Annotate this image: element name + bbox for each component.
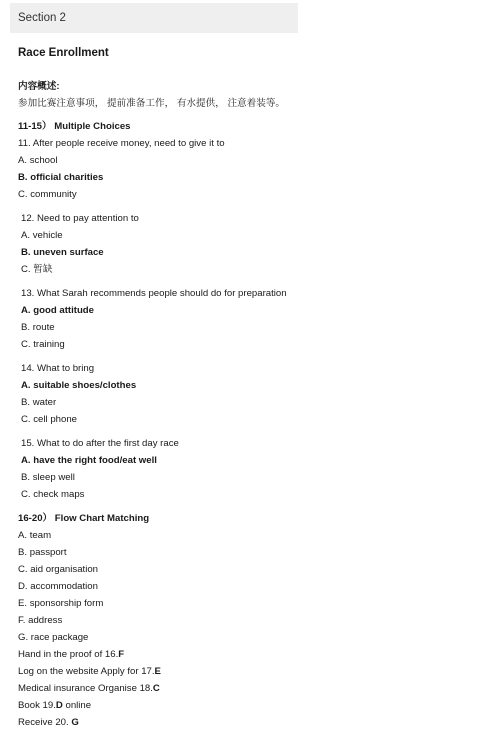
step-answer: D — [55, 700, 63, 711]
option-answer: B. official charities — [18, 172, 104, 183]
multiple-choice-heading: 11-15） Multiple Choices — [18, 121, 131, 132]
option: C. check maps — [21, 489, 85, 500]
flow-chart-option: C. aid organisation — [18, 564, 98, 575]
flow-step-18 — [18, 680, 478, 697]
page-title: Race Enrollment — [18, 47, 109, 59]
flow-chart-heading: 16-20） Flow Chart Matching — [18, 513, 150, 524]
option: B. sleep well — [21, 472, 75, 483]
step-answer: C — [152, 683, 160, 694]
question-15: 15. What to do after the first day race — [21, 438, 179, 449]
flow-step-16 — [18, 646, 478, 663]
summary-label: 内容概述: — [18, 81, 60, 92]
flow-chart-option: D. accommodation — [18, 581, 98, 592]
summary-text: 参加比赛注意事项， 提前准备工作， 有水提供， 注意着装等。 — [18, 98, 286, 109]
document-content — [18, 44, 478, 731]
flow-chart-option: E. sponsorship form — [18, 598, 104, 609]
question-11: 11. After people receive money, need to give it to — [18, 138, 225, 149]
option-answer: A. good attitude — [21, 305, 95, 316]
flow-chart-option: B. passport — [18, 547, 67, 558]
option: B. route — [21, 322, 55, 333]
option: A. vehicle — [21, 230, 63, 241]
option-answer: A. have the right food/eat well — [21, 455, 157, 466]
step-text: Receive 20. — [18, 717, 72, 728]
step-suffix: online — [62, 700, 92, 711]
option: C. cell phone — [21, 414, 77, 425]
option: C. training — [21, 339, 65, 350]
step-answer: F — [118, 649, 125, 660]
flow-step-20 — [18, 714, 478, 731]
flow-chart-option: F. address — [18, 615, 63, 626]
step-text: Medical insurance Organise 18. — [18, 683, 153, 694]
option: C. 暂缺 — [21, 264, 53, 275]
step-answer: E — [154, 666, 161, 677]
flow-chart-option: G. race package — [18, 632, 89, 643]
flow-step-19 — [18, 697, 478, 714]
flow-step-17 — [18, 663, 478, 680]
flow-chart-option: A. team — [18, 530, 52, 541]
option-answer: A. suitable shoes/clothes — [21, 380, 137, 391]
question-14: 14. What to bring — [21, 363, 95, 374]
step-text: Hand in the proof of 16. — [18, 649, 119, 660]
question-12: 12. Need to pay attention to — [21, 213, 139, 224]
option: B. water — [21, 397, 57, 408]
option: C. community — [18, 189, 77, 200]
section-header: Section 2 — [10, 3, 298, 33]
step-answer: G — [71, 717, 79, 728]
option: A. school — [18, 155, 58, 166]
step-text: Log on the website Apply for 17. — [18, 666, 155, 677]
question-13: 13. What Sarah recommends people should do for preparation — [21, 288, 287, 299]
option-answer: B. uneven surface — [21, 247, 104, 258]
step-text: Book 19. — [18, 700, 56, 711]
